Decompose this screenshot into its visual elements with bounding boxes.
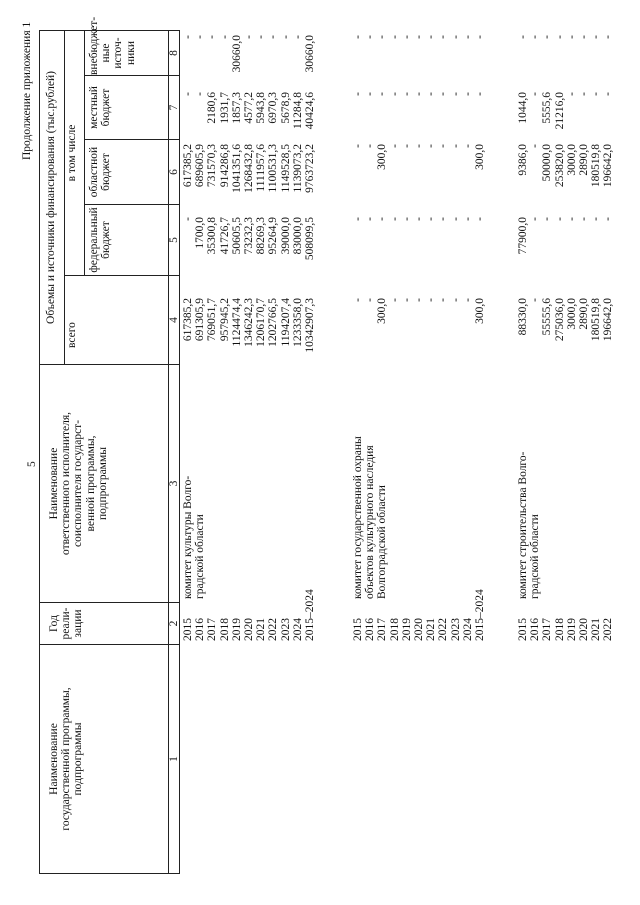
group2-regional: - - 300,0 - - - - - - - 300,0	[352, 144, 486, 170]
group1-local: - - 2180,6 1931,7 1857,3 4577,2 5943,8 6970,3 5678,9 11284,8 40424,6	[182, 92, 316, 130]
colnum-1: 1	[168, 756, 180, 762]
group1-regional: 617385,2 689605,9 731570,3 914286,8 1041351,6 1268432,8 1111957,6 1100531,3 1149528,5 1139073,2 9763723,2	[182, 144, 316, 193]
group2-executor: комитет государственной охраны объектов культурного наследия Волгоградской области	[352, 436, 389, 599]
header-program-name: Наименование государственной программы, подпрограммы	[48, 687, 85, 831]
group1-total: 617385,2 691305,9 769051,7 957945,2 1124474,4 1346242,3 1206170,7 1202766,5 1194207,4 1233358,0 10342907,3	[182, 298, 316, 353]
header-executor: Наименование ответственного исполнителя, соисполнителя государст- венной программы, подпрограммы	[48, 411, 109, 556]
col-border-5	[64, 275, 180, 276]
header-total: всего	[66, 322, 78, 348]
colnum-6: 6	[168, 169, 180, 175]
colnum-4: 4	[168, 317, 180, 323]
group1-extra: - - - - 30660,0 - - - - - 30660,0	[182, 35, 316, 73]
col-border-1	[39, 873, 180, 874]
table-top-border	[39, 30, 40, 874]
group3-total: 88330,0 - 55555,6 275036,0 3000,0 2890,0 180519,8 196642,0	[517, 298, 615, 342]
group2-extra: - - - - - - - - - - -	[352, 35, 486, 39]
group3-executor: комитет строительства Волго- градской области	[517, 451, 542, 599]
colnum-7: 7	[168, 104, 180, 111]
group2-total: - - 300,0 - - - - - - - 300,0	[352, 298, 486, 324]
header-funding-title: Объемы и источники финансирования (тыс.рублей)	[45, 71, 57, 324]
including-line	[84, 30, 85, 276]
header-year: Год реали- зации	[48, 607, 85, 640]
group2-local: - - - - - - - - - - -	[352, 92, 486, 96]
group2-years: 2015 2016 2017 2018 2019 2020 2021 2022 2023 2024 2015–2024	[352, 589, 486, 641]
group3-regional: 9386,0 - 50000,0 253820,0 3000,0 2890,0 180519,8 196642,0	[517, 144, 615, 188]
continuation-title: Продолжение приложения 1	[21, 21, 33, 160]
group1-executor: комитет культуры Волго- градской области	[182, 475, 207, 599]
group3-extra: - - - - - - - -	[517, 35, 615, 39]
rotated-page	[20, 16, 620, 885]
group1-federal: - 1700,0 35300,8 41726,7 50605,5 73232,3 88269,3 95264,9 39000,0 83000,0 508099,5	[182, 217, 316, 261]
colnum-8: 8	[168, 50, 180, 56]
header-local: местный бюджет	[88, 86, 113, 129]
group3-local: 1044,0 - 5555,6 21216,0 - - - -	[517, 92, 615, 130]
group3-years: 2015 2016 2017 2018 2019 2020 2021 2022	[517, 618, 615, 641]
header-regional: областной бюджет	[88, 146, 113, 198]
header-including: в том числе	[66, 124, 78, 182]
colnum-5: 5	[168, 237, 180, 243]
group1-years: 2015 2016 2017 2018 2019 2020 2021 2022 2023 2024 2015–2024	[182, 589, 316, 641]
group2-federal: - - - - - - - - - - -	[352, 217, 486, 221]
colnum-2: 2	[168, 620, 180, 627]
funding-title-line	[64, 30, 65, 365]
page-number: 5	[26, 461, 38, 467]
header-federal: федеральный бюджет	[88, 207, 113, 273]
header-extra: внебюджет- ные источ- ники	[88, 16, 137, 75]
group3-federal: 77900,0 - - - - - - -	[517, 217, 615, 255]
colnum-3: 3	[168, 480, 180, 487]
